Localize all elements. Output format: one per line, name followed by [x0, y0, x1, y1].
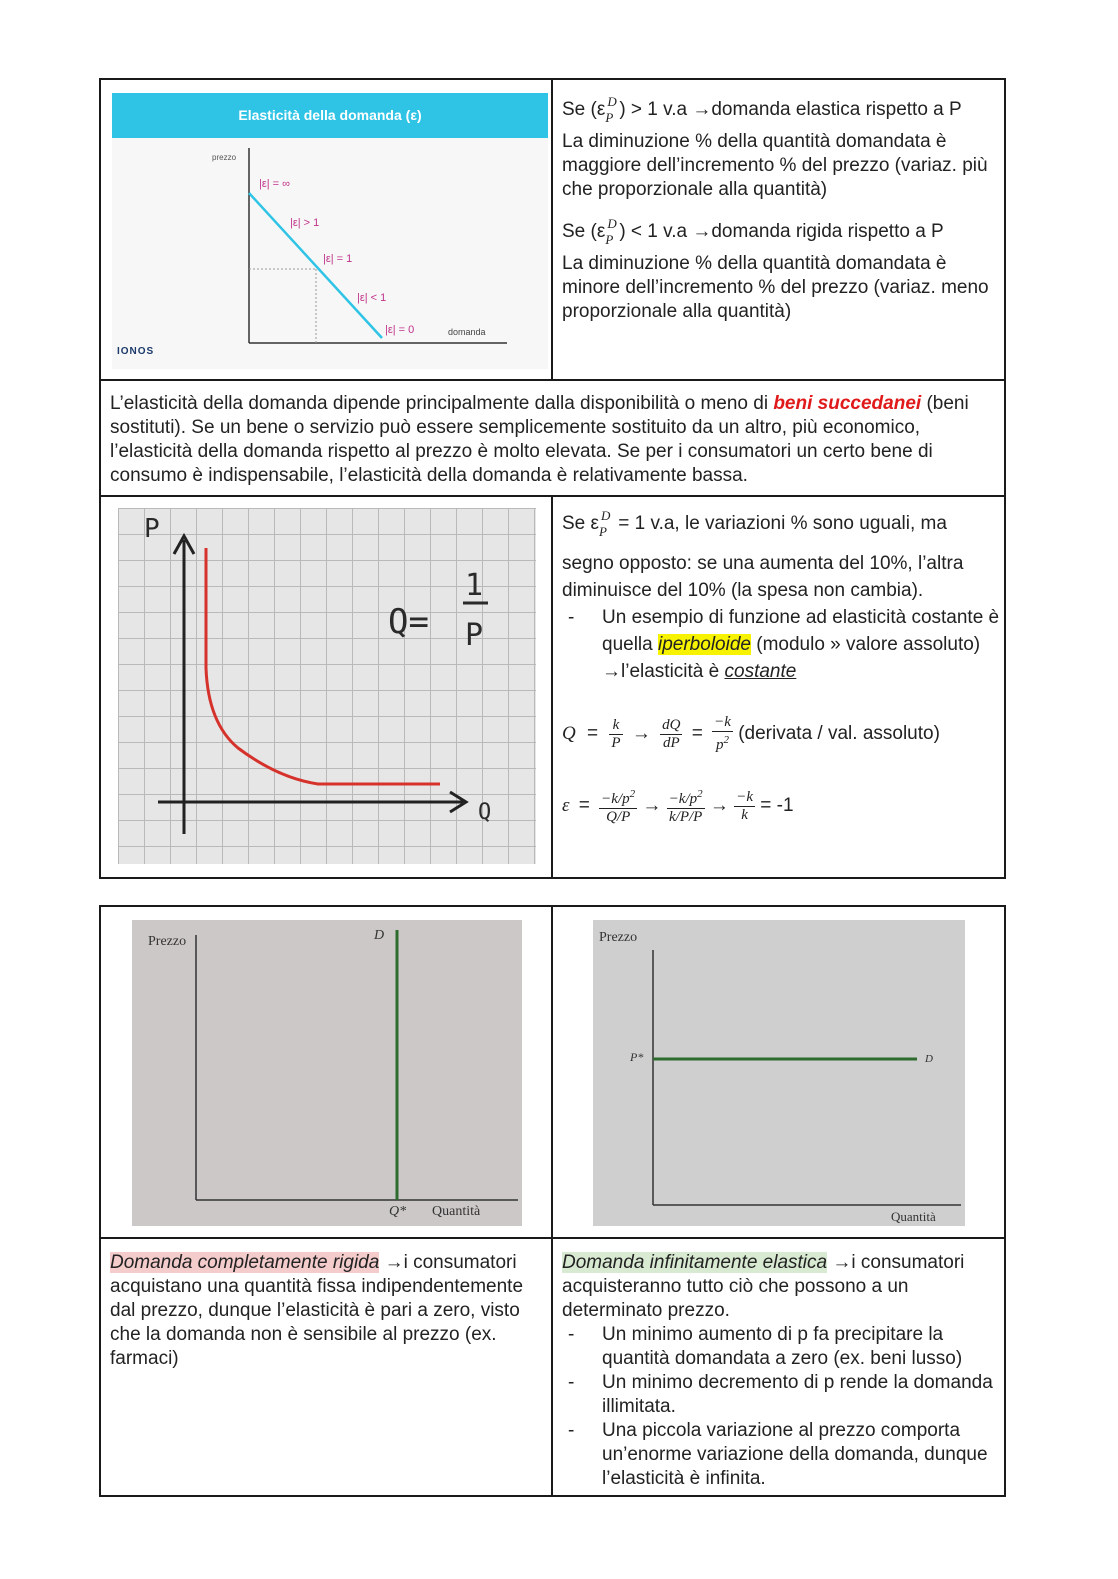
elastic-explanation: La diminuzione % della quantità domandata è maggiore dell’incremento % del prezzo (variaz. più che proporzionale alla quantità) [562, 131, 988, 201]
elastic-chart-curve-label: D [925, 1053, 933, 1065]
rigid-demand-text: Domanda completamente rigida →i consumatori acquistano una quantità fissa indipendentemente dal prezzo, dunque l’elasticità è pari a zero, visto che la domanda non è sensibile al prezzo (ex. farmaci) [110, 1252, 524, 1369]
photo-formula-den: P [465, 618, 484, 653]
elasticity-label-infinite: |ε| = ∞ [259, 178, 290, 190]
hyperbola-photo [118, 508, 536, 864]
elastic-demand-bullets [562, 1323, 998, 1491]
table-1-divider-v1 [551, 78, 553, 380]
section2-paragraph: L’elasticità della domanda dipende principalmente dalla disponibilità o meno di beni succedanei (beni sostituti). Se un bene o servizio può essere semplicemente sostituito da un altro, più economico, l’elasticità della domanda rispetto al prezzo è molto elevata. Se per i consumatori un certo bene di consumo è indispensabile, l’elasticità della domanda è relativamente bassa. [110, 393, 969, 486]
iperboloide-highlight: iperboloide [658, 634, 751, 656]
costante-underline: costante [724, 661, 797, 683]
rigid-explanation: La diminuzione % della quantità domandata è minore dell’incremento % del prezzo (variaz. meno proporzionale alla quantità) [562, 253, 989, 323]
beni-succedanei-highlight: beni succedanei [773, 393, 922, 414]
photo-axis-p: P [144, 514, 160, 544]
elasticity-label-less: |ε| < 1 [357, 292, 387, 304]
unit-elasticity-line: Se ε D P = 1 v.a, le variazioni % sono uguali, ma [562, 508, 947, 539]
photo-formula-lhs: Q= [388, 602, 429, 642]
ionos-logo: IONOS [117, 346, 155, 357]
section3-text [562, 508, 1000, 685]
list-item: - Una piccola variazione al prezzo comporta un’enorme variazione della domanda, dunque l’elasticità è infinita. [562, 1419, 998, 1491]
section1-text [562, 94, 998, 324]
hyperbola-svg [118, 508, 536, 864]
elasticity-label-zero: |ε| = 0 [385, 324, 415, 336]
elastic-chart-tick: P* [630, 1050, 644, 1064]
elasticity-label-equal: |ε| = 1 [323, 253, 353, 265]
table-2-divider-v [551, 905, 553, 1497]
elastic-demand-text: Domanda infinitamente elastica →i consumatori acquisteranno tutto ciò che possono a un determinato prezzo. - Un minimo aumento di p fa precipitare la quantità domandata a zero (ex. beni lusso) - Un minimo decremento di p rende la domanda illimitata. - Una piccola variazione al prezzo comporta un’enorme variazione della domanda, dunque l’elasticità è infinita. [562, 1251, 998, 1491]
rigid-chart-xlabel: Quantità [432, 1204, 481, 1219]
photo-axis-q: Q [478, 800, 492, 825]
rigid-chart-tick: Q* [389, 1204, 407, 1219]
hyperboloid-bullet: - Un esempio di funzione ad elasticità costante è quella iperboloide (modulo » valore assoluto) →l’elasticità è costante [562, 604, 1000, 685]
elasticity-chart-image [112, 93, 548, 369]
photo-formula-num: 1 [465, 568, 484, 603]
list-item: - Un minimo decremento di p rende la domanda illimitata. [562, 1371, 998, 1419]
elastic-definition: Se (ε D P ) > 1 v.a →domanda elastica rispetto a P [562, 94, 962, 125]
rigid-chart-curve-label: D [374, 928, 385, 943]
rigid-chart-ylabel: Prezzo [148, 934, 187, 949]
rigid-demand-highlight: Domanda completamente rigida [110, 1252, 380, 1273]
opposite-sign-line: segno opposto: se una aumenta del 10%, l’altra diminuisce del 10% (la spesa non cambia). [562, 553, 964, 602]
rigid-definition: Se (ε D P ) < 1 v.a →domanda rigida rispetto a P [562, 216, 944, 248]
elasticity-chart-ylabel: prezzo [212, 153, 237, 162]
elasticity-chart-header-text: Elasticità della domanda (ε) [238, 107, 422, 123]
elastic-demand-highlight: Domanda infinitamente elastica [562, 1252, 828, 1273]
rigid-demand-chart [132, 920, 522, 1226]
elastic-demand-svg [593, 920, 965, 1226]
table-1-divider-v2 [551, 495, 553, 879]
elastic-chart-xlabel: Quantità [891, 1209, 936, 1224]
elasticity-label-greater: |ε| > 1 [290, 217, 320, 229]
equation-2: ε = $\frac{-k/p^2}{Q/P}$ → $\frac{-k/p^2}{k/P/P}$ → $\frac{-k}{k}$ = -1 [562, 788, 794, 825]
list-item: - Un minimo aumento di p fa precipitare la quantità domandata a zero (ex. beni lusso) [562, 1323, 998, 1371]
elastic-chart-ylabel: Prezzo [599, 930, 638, 945]
elastic-demand-chart [593, 920, 965, 1226]
elasticity-chart-xlabel: domanda [448, 327, 486, 337]
table-2-divider-h [99, 1237, 1006, 1239]
table-1-divider-h1 [99, 379, 1006, 381]
rigid-demand-svg [132, 920, 522, 1226]
hyperboloid-bullet-list [562, 604, 1000, 685]
equation-1: Q = $\frac{k}{P}$ → $\frac{dQ}{dP}$ = $\frac{-k}{p^2}$ (derivata / val. assoluto) [562, 714, 940, 753]
